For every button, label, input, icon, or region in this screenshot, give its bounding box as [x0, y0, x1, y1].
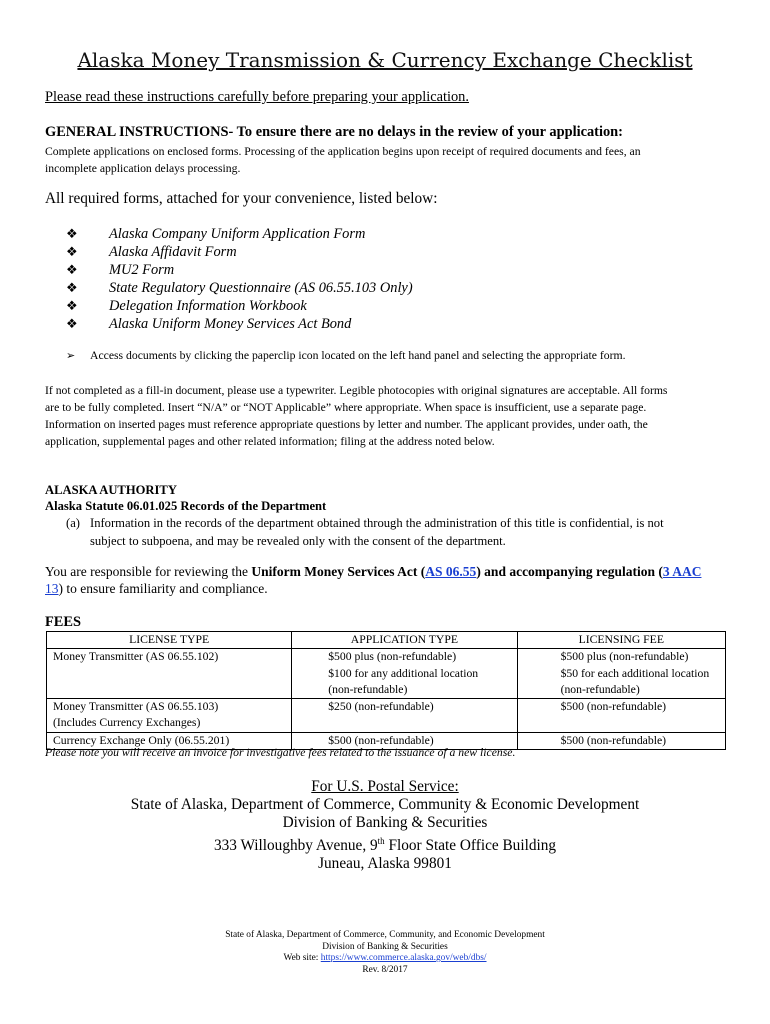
form-name: Delegation Information Workbook	[109, 297, 307, 314]
footer-website: Web site: https://www.commerce.alaska.gov/web/dbs/	[283, 953, 487, 964]
diamond-bullet-icon: ❖	[66, 226, 78, 242]
general-instructions-heading: GENERAL INSTRUCTIONS- To ensure there are no delays in the review of your application:	[45, 124, 623, 140]
license-type-cell: Currency Exchange Only (06.55.201)	[47, 732, 292, 749]
3-aac-13-link[interactable]: 13	[45, 581, 59, 596]
authority-section	[45, 482, 326, 514]
form-name: MU2 Form	[109, 261, 175, 278]
statute-item	[66, 514, 726, 550]
licensing-fee-cell: $500 plus (non-refundable) $50 for each additional location (non-refundable)	[517, 649, 725, 699]
diamond-bullet-icon: ❖	[66, 298, 78, 314]
postal-address-block	[0, 778, 770, 873]
arrow-bullet-icon: ➢	[66, 349, 76, 362]
statute-item-label: (a)	[66, 516, 80, 530]
form-name: State Regulatory Questionnaire (AS 06.55.103 Only)	[109, 279, 413, 296]
general-body-line: Complete applications on enclosed forms. Processing of the application begins upon receipt of required documents and fees, an	[45, 145, 641, 158]
completion-instructions	[45, 382, 725, 450]
general-instructions-body	[45, 143, 725, 177]
paragraph-line: If not completed as a fill-in document, please use a typewriter. Legible photocopies with original signatures are acceptable. All forms	[45, 384, 668, 397]
invoice-note: Please note you will receive an invoice for investigative fees related to the issuance of a new license.	[45, 746, 516, 759]
page-footer	[0, 930, 770, 976]
fees-header-row	[47, 632, 726, 649]
fees-table	[46, 631, 726, 750]
fees-heading: FEES	[45, 614, 81, 630]
form-name: Alaska Affidavit Form	[109, 243, 237, 260]
diamond-bullet-icon: ❖	[66, 316, 78, 332]
table-row	[47, 649, 726, 699]
required-forms-heading: All required forms, attached for your convenience, listed below:	[45, 190, 438, 207]
postal-line: 333 Willoughby Avenue, 9th Floor State Office Building	[213, 836, 557, 855]
licensing-fee-cell: $500 (non-refundable)	[517, 699, 725, 733]
general-body-line: incomplete application delays processing.	[45, 162, 241, 175]
application-type-cell: $500 (non-refundable)	[292, 732, 517, 749]
postal-line: Division of Banking & Securities	[282, 814, 488, 831]
postal-line: Juneau, Alaska 99801	[318, 855, 452, 873]
responsibility-statement: You are responsible for reviewing the Uniform Money Services Act (AS 06.55) and accompanying regulation (3 AAC 13) to ensure familiarity and compliance.	[45, 564, 702, 596]
form-name: Alaska Company Uniform Application Form	[109, 225, 366, 242]
footer-line: State of Alaska, Department of Commerce, Community, and Economic Development	[225, 930, 545, 940]
access-documents-note	[66, 349, 626, 362]
postal-heading: For U.S. Postal Service:	[311, 778, 459, 795]
application-type-cell: $250 (non-refundable)	[292, 699, 517, 733]
intro-text: Please read these instructions carefully before preparing your application.	[45, 89, 469, 105]
diamond-bullet-icon: ❖	[66, 244, 78, 260]
paragraph-line: Information on inserted pages must reference appropriate questions by letter and number. The applicant provides, under oath, the	[45, 418, 648, 431]
form-list-item	[66, 225, 413, 243]
license-type-cell: Money Transmitter (AS 06.55.103) (Includes Currency Exchanges)	[47, 699, 292, 733]
required-forms-list	[66, 225, 413, 333]
form-list-item	[66, 315, 413, 333]
paragraph-line: application, supplemental pages and other related information; filing at the address noted below.	[45, 435, 495, 448]
authority-heading: ALASKA AUTHORITY	[45, 483, 177, 497]
application-type-cell: $500 plus (non-refundable) $100 for any additional location (non-refundable)	[292, 649, 517, 699]
footer-revision: Rev. 8/2017	[362, 964, 408, 975]
footer-line: Division of Banking & Securities	[322, 941, 448, 952]
postal-line: State of Alaska, Department of Commerce, Community & Economic Development	[130, 796, 640, 813]
diamond-bullet-icon: ❖	[66, 262, 78, 278]
page-title: Alaska Money Transmission & Currency Exchange Checklist	[77, 48, 693, 72]
table-row	[47, 699, 726, 733]
form-list-item	[66, 297, 413, 315]
statute-item-text: Information in the records of the department obtained through the administration of this title is confidential, is not subject to subpoena, and may be revealed only with the consent of the department.	[90, 516, 664, 548]
column-header-application-type: APPLICATION TYPE	[292, 632, 517, 649]
paragraph-line: are to be fully completed. Insert “N/A” or “NOT Applicable” where appropriate. When space is insufficient, use a separate page.	[45, 401, 647, 414]
form-list-item	[66, 243, 413, 261]
form-list-item	[66, 279, 413, 297]
as-06-55-link[interactable]: AS 06.55	[425, 564, 477, 579]
statute-heading: Alaska Statute 06.01.025 Records of the Department	[45, 499, 327, 513]
licensing-fee-cell: $500 (non-refundable)	[517, 732, 725, 749]
access-text: Access documents by clicking the paperclip icon located on the left hand panel and selecting the appropriate form.	[90, 349, 626, 362]
form-list-item	[66, 261, 413, 279]
column-header-licensing-fee: LICENSING FEE	[517, 632, 725, 649]
website-link[interactable]: https://www.commerce.alaska.gov/web/dbs/	[320, 953, 487, 964]
3-aac-link[interactable]: 3 AAC	[662, 564, 702, 579]
column-header-license-type: LICENSE TYPE	[47, 632, 292, 649]
diamond-bullet-icon: ❖	[66, 280, 78, 296]
form-name: Alaska Uniform Money Services Act Bond	[109, 315, 352, 332]
license-type-cell: Money Transmitter (AS 06.55.102)	[47, 649, 292, 699]
